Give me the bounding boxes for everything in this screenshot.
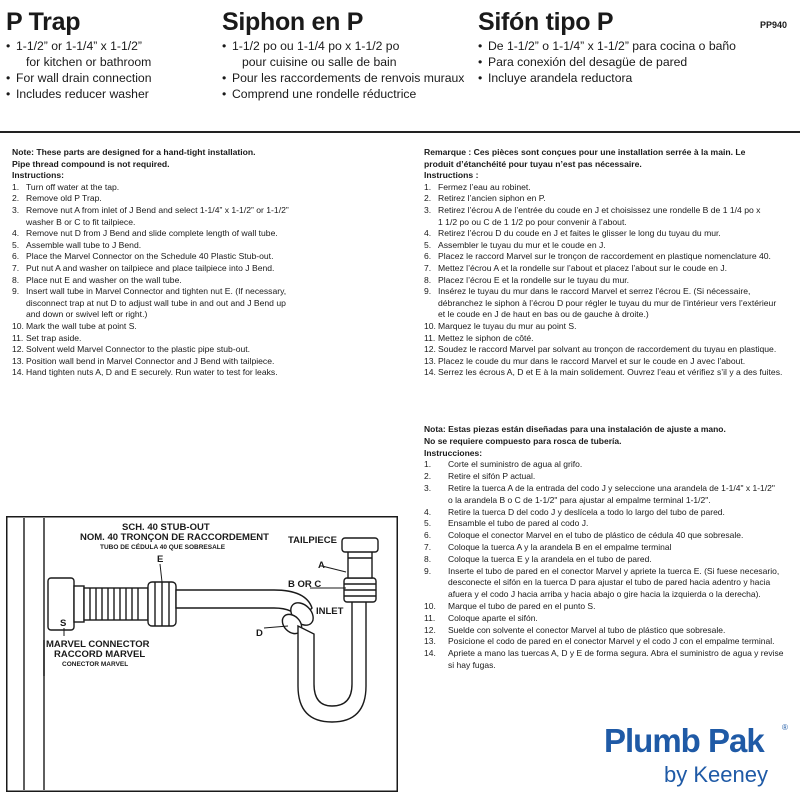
bullets-english bbox=[6, 38, 152, 102]
step-text: Retire el sifón P actual. bbox=[448, 471, 536, 482]
registered-mark: ® bbox=[782, 723, 788, 732]
step-text: Insert wall tube in Marvel Connector and tighten nut E. (If necessary, disconnect trap at nut D to adjust wall tube in and out and J Bend up and down or swivel left or right.) bbox=[26, 286, 287, 320]
step-text: Remove old P Trap. bbox=[26, 193, 102, 204]
step-number: 12. bbox=[424, 624, 436, 635]
note-french: Remarque : Ces pièces sont conçues pour une installation serrée à la main. Le produit d’étanchéité pour tuyau n’est pas nécessaire. bbox=[424, 147, 746, 169]
step-text: Hand tighten nuts A, D and E securely. Run water to test for leaks. bbox=[26, 367, 278, 378]
step-item bbox=[424, 193, 796, 205]
bullet: • Pour les raccordements de renvois muraux bbox=[222, 70, 464, 86]
step-text: Mark the wall tube at point S. bbox=[26, 320, 137, 331]
step-text: Retirez l’ancien siphon en P. bbox=[438, 193, 546, 204]
brand-subtitle: by Keeney bbox=[664, 762, 768, 787]
bullet-continuation: for kitchen or bathroom bbox=[26, 55, 152, 69]
step-item bbox=[424, 648, 796, 672]
step-number: 13. bbox=[424, 636, 436, 647]
instructions-label: Instructions: bbox=[12, 170, 65, 181]
step-number: 7. bbox=[424, 262, 432, 273]
label-e: E bbox=[157, 554, 164, 565]
step-item bbox=[424, 321, 796, 333]
step-number: 9. bbox=[424, 286, 432, 297]
bullet: • Includes reducer washer bbox=[6, 86, 152, 102]
step-item bbox=[12, 205, 404, 228]
title-french: Siphon en P bbox=[222, 8, 364, 36]
step-text: Put nut A and washer on tailpiece and place tailpiece into J Bend. bbox=[26, 262, 275, 273]
title-english: P Trap bbox=[6, 8, 81, 36]
step-number: 5. bbox=[12, 239, 20, 250]
bullet: • Para conexión del desagüe de pared bbox=[478, 54, 736, 70]
step-number: 2. bbox=[424, 471, 432, 482]
step-number: 4. bbox=[424, 506, 432, 517]
step-text: Inserte el tubo de pared en el conector Marvel y apriete la tuerca E. (Si fuese necesario, desconecte el sifón en la tuerca D para ajustar el tubo de pared hacia adentro y hacia afuera y el codo J hacia arriba y hacia abajo o gire hacia la izquierda o la derecha). bbox=[448, 565, 780, 600]
step-number: 11. bbox=[424, 332, 436, 343]
instructions-label: Instructions : bbox=[424, 170, 479, 181]
step-text: Mettez le siphon de côté. bbox=[438, 332, 534, 343]
p-trap-installation-diagram bbox=[6, 516, 398, 792]
label-b-or-c: B OR C bbox=[288, 579, 322, 590]
step-number: 8. bbox=[12, 274, 20, 285]
step-text: Ensamble el tubo de pared al codo J. bbox=[448, 518, 589, 529]
label-a: A bbox=[318, 560, 325, 571]
step-item bbox=[424, 182, 796, 194]
step-item bbox=[424, 518, 796, 530]
step-text: Retire la tuerca A de la entrada del codo J y seleccione una arandela de 1-1/4" x 1-1/2" o la arandela B o C de 1-1/2" para ajustar al empalme terminal 1-1/2". bbox=[448, 482, 775, 505]
step-item bbox=[424, 205, 796, 228]
step-number: 5. bbox=[424, 239, 432, 250]
step-text: Coloque la tuerca E y la arandela en el tubo de pared. bbox=[448, 553, 652, 564]
header-french bbox=[222, 8, 464, 102]
steps-list-spanish bbox=[424, 459, 796, 671]
steps-list-english bbox=[12, 182, 404, 379]
step-item bbox=[424, 344, 796, 356]
instructions-french bbox=[424, 147, 796, 379]
step-item bbox=[12, 275, 404, 287]
step-number: 13. bbox=[424, 355, 436, 366]
step-text: Retirez l’écrou D du coude en J et faites le glisser le long du tuyau du mur. bbox=[438, 228, 721, 239]
step-text: Fermez l’eau au robinet. bbox=[438, 181, 531, 192]
step-number: 2. bbox=[12, 193, 20, 204]
step-text: Retire la tuerca D del codo J y deslícela a todo lo largo del tubo de pared. bbox=[448, 506, 725, 517]
instructions-spanish bbox=[424, 424, 796, 672]
tailpiece-label: TAILPIECE bbox=[288, 535, 337, 546]
step-number: 7. bbox=[12, 262, 20, 273]
bullet: • For wall drain connection bbox=[6, 70, 152, 86]
step-number: 11. bbox=[12, 332, 24, 343]
step-item bbox=[424, 333, 796, 345]
step-text: Assemble wall tube to J Bend. bbox=[26, 239, 142, 250]
step-text: Corte el suministro de agua al grifo. bbox=[448, 459, 583, 470]
step-text: Remove nut D from J Bend and slide complete length of wall tube. bbox=[26, 228, 278, 239]
step-number: 8. bbox=[424, 553, 432, 564]
step-number: 3. bbox=[12, 204, 20, 215]
step-number: 6. bbox=[12, 251, 20, 262]
bullet-continuation: pour cuisine ou salle de bain bbox=[242, 55, 397, 69]
step-text: Coloque el conector Marvel en el tubo de plástico de cédula 40 que sobresale. bbox=[448, 530, 744, 541]
step-item bbox=[12, 182, 404, 194]
step-number: 3. bbox=[424, 482, 432, 493]
step-text: Marquez le tuyau du mur au point S. bbox=[438, 320, 577, 331]
product-code: PP940 bbox=[760, 20, 788, 30]
step-item bbox=[12, 344, 404, 356]
step-item bbox=[12, 367, 404, 379]
bullet: • De 1-1/2” o 1-1/4” x 1-1/2” para cocina o baño bbox=[478, 38, 736, 54]
step-item bbox=[424, 286, 796, 321]
header-english bbox=[6, 8, 152, 102]
step-item bbox=[424, 601, 796, 613]
label-d: D bbox=[256, 628, 263, 639]
step-number: 2. bbox=[424, 193, 432, 204]
step-item bbox=[12, 333, 404, 345]
step-item bbox=[424, 566, 796, 601]
step-item bbox=[12, 251, 404, 263]
step-item bbox=[424, 367, 796, 379]
steps-list-french bbox=[424, 182, 796, 379]
bullet: • 1-1/2 po ou 1-1/4 po x 1-1/2 po bbox=[222, 38, 464, 54]
stub-out-label-english: SCH. 40 STUB-OUT bbox=[122, 522, 210, 533]
step-text: Apriete a mano las tuercas A, D y E de forma segura. Abra el suministro de agua y revise si hay fugas. bbox=[448, 648, 784, 670]
step-number: 14. bbox=[12, 367, 24, 378]
label-inlet: INLET bbox=[316, 606, 344, 617]
step-item bbox=[424, 459, 796, 471]
step-text: Mettez l’écrou A et la rondelle sur l’about et placez l’about sur le coude en J. bbox=[438, 262, 728, 273]
step-item bbox=[12, 240, 404, 252]
step-item bbox=[424, 356, 796, 368]
step-item bbox=[424, 613, 796, 625]
step-number: 13. bbox=[12, 355, 24, 366]
marvel-label-french: RACCORD MARVEL bbox=[54, 649, 146, 660]
note-english: Note: These parts are designed for a hand-tight installation. Pipe thread compound is not required. bbox=[12, 147, 256, 169]
step-text: Assembler le tuyau du mur et le coude en J. bbox=[438, 239, 606, 250]
step-item bbox=[424, 625, 796, 637]
bullets-french bbox=[222, 38, 464, 102]
inlet-nut-drawing bbox=[344, 578, 376, 602]
step-number: 1. bbox=[424, 459, 432, 470]
step-number: 14. bbox=[424, 648, 436, 659]
step-item bbox=[424, 471, 796, 483]
step-item bbox=[424, 483, 796, 507]
instructions-label: Instrucciones: bbox=[424, 447, 483, 458]
step-item bbox=[424, 263, 796, 275]
step-item bbox=[12, 321, 404, 333]
bullet: • Incluye arandela reductora bbox=[478, 70, 736, 86]
step-number: 9. bbox=[12, 286, 20, 297]
marvel-label-spanish: CONECTOR MARVEL bbox=[62, 661, 129, 668]
step-number: 10. bbox=[424, 600, 436, 611]
step-number: 10. bbox=[424, 320, 436, 331]
step-number: 10. bbox=[12, 320, 24, 331]
step-text: Placez le raccord Marvel sur le tronçon de raccordement en plastique nomenclature 40. bbox=[438, 251, 771, 262]
step-text: Suelde con solvente el conector Marvel al tubo de plástico que sobresale. bbox=[448, 624, 726, 635]
header-divider bbox=[0, 131, 800, 133]
step-number: 4. bbox=[12, 228, 20, 239]
step-text: Placez le coude du mur dans le raccord Marvel et sur le coude en J avec l’about. bbox=[438, 355, 746, 366]
step-number: 6. bbox=[424, 530, 432, 541]
label-s: S bbox=[60, 618, 67, 629]
step-item bbox=[424, 240, 796, 252]
step-item bbox=[12, 286, 404, 321]
step-number: 12. bbox=[424, 344, 436, 355]
marvel-label-english: MARVEL CONNECTOR bbox=[46, 639, 150, 650]
step-item bbox=[424, 636, 796, 648]
step-text: Placez l’écrou E et la rondelle sur le tuyau du mur. bbox=[438, 274, 630, 285]
step-text: Remove nut A from inlet of J Bend and select 1-1/4” x 1-1/2” or 1-1/2” washer B or C to fit tailpiece. bbox=[26, 204, 289, 227]
step-text: Turn off water at the tap. bbox=[26, 181, 120, 192]
step-number: 14. bbox=[424, 367, 436, 378]
step-number: 11. bbox=[424, 612, 436, 623]
step-text: Set trap aside. bbox=[26, 332, 82, 343]
step-number: 12. bbox=[12, 344, 24, 355]
step-text: Place the Marvel Connector on the Schedule 40 Plastic Stub-out. bbox=[26, 251, 274, 262]
brand-name: Plumb Pak bbox=[604, 722, 764, 759]
step-item bbox=[424, 251, 796, 263]
step-text: Retirez l’écrou A de l’entrée du coude en J et choisissez une rondelle B de 1 1/4 po x 1 1/2 po ou C de 1 1/2 po pour convenir à l’about. bbox=[438, 204, 761, 227]
step-text: Coloque la tuerca A y la arandela B en el empalme terminal bbox=[448, 541, 672, 552]
step-text: Posicione el codo de pared en el conector Marvel y el codo J con el empalme terminal. bbox=[448, 636, 775, 647]
step-number: 7. bbox=[424, 541, 432, 552]
step-item bbox=[12, 228, 404, 240]
tailpiece-drawing bbox=[342, 538, 378, 578]
step-number: 8. bbox=[424, 274, 432, 285]
header-spanish bbox=[478, 8, 736, 86]
step-text: Serrez les écrous A, D et E à la main solidement. Ouvrez l’eau et vérifiez s’il y a des fuites. bbox=[438, 367, 783, 378]
step-item bbox=[12, 263, 404, 275]
step-text: Coloque aparte el sifón. bbox=[448, 612, 538, 623]
step-item bbox=[12, 193, 404, 205]
stub-out-label-spanish: TUBO DE CÉDULA 40 QUE SOBRESALE bbox=[100, 544, 226, 551]
step-number: 4. bbox=[424, 228, 432, 239]
step-text: Solvent weld Marvel Connector to the plastic pipe stub-out. bbox=[26, 344, 251, 355]
step-item bbox=[424, 542, 796, 554]
step-text: Place nut E and washer on the wall tube. bbox=[26, 274, 182, 285]
bullet: • Comprend une rondelle réductrice bbox=[222, 86, 464, 102]
step-number: 1. bbox=[12, 181, 20, 192]
step-item bbox=[424, 228, 796, 240]
step-item bbox=[12, 356, 404, 368]
stub-out-label-french: NOM. 40 TRONÇON DE RACCORDEMENT bbox=[80, 532, 269, 543]
step-number: 3. bbox=[424, 204, 432, 215]
step-item bbox=[424, 530, 796, 542]
step-number: 5. bbox=[424, 518, 432, 529]
step-text: Soudez le raccord Marvel par solvant au tronçon de raccordement du tuyau en plastique. bbox=[438, 344, 777, 355]
note-spanish: Nota: Estas piezas están diseñadas para una instalación de ajuste a mano. No se requiere compuesto para rosca de tubería. bbox=[424, 424, 726, 446]
step-number: 9. bbox=[424, 565, 432, 576]
step-item bbox=[424, 275, 796, 287]
instructions-english bbox=[12, 147, 404, 379]
bullet: • 1-1/2” or 1-1/4” x 1-1/2” bbox=[6, 38, 152, 54]
bullets-spanish bbox=[478, 38, 736, 86]
title-spanish: Sifón tipo P bbox=[478, 8, 614, 36]
step-text: Insérez le tuyau du mur dans le raccord Marvel et serrez l’écrou E. (Si nécessaire, débranchez le siphon à l’écrou D pour régler le tuyau du mur de l’intérieur vers l’extérieur et le coude en J de haut en bas ou de gauche à droite.) bbox=[438, 286, 777, 320]
step-number: 6. bbox=[424, 251, 432, 262]
step-number: 1. bbox=[424, 181, 432, 192]
plumbpak-logo bbox=[604, 716, 794, 794]
nut-e-drawing bbox=[148, 582, 176, 626]
step-item bbox=[424, 507, 796, 519]
step-text: Marque el tubo de pared en el punto S. bbox=[448, 600, 596, 611]
step-text: Position wall bend in Marvel Connector and J Bend with tailpiece. bbox=[26, 355, 275, 366]
step-item bbox=[424, 554, 796, 566]
